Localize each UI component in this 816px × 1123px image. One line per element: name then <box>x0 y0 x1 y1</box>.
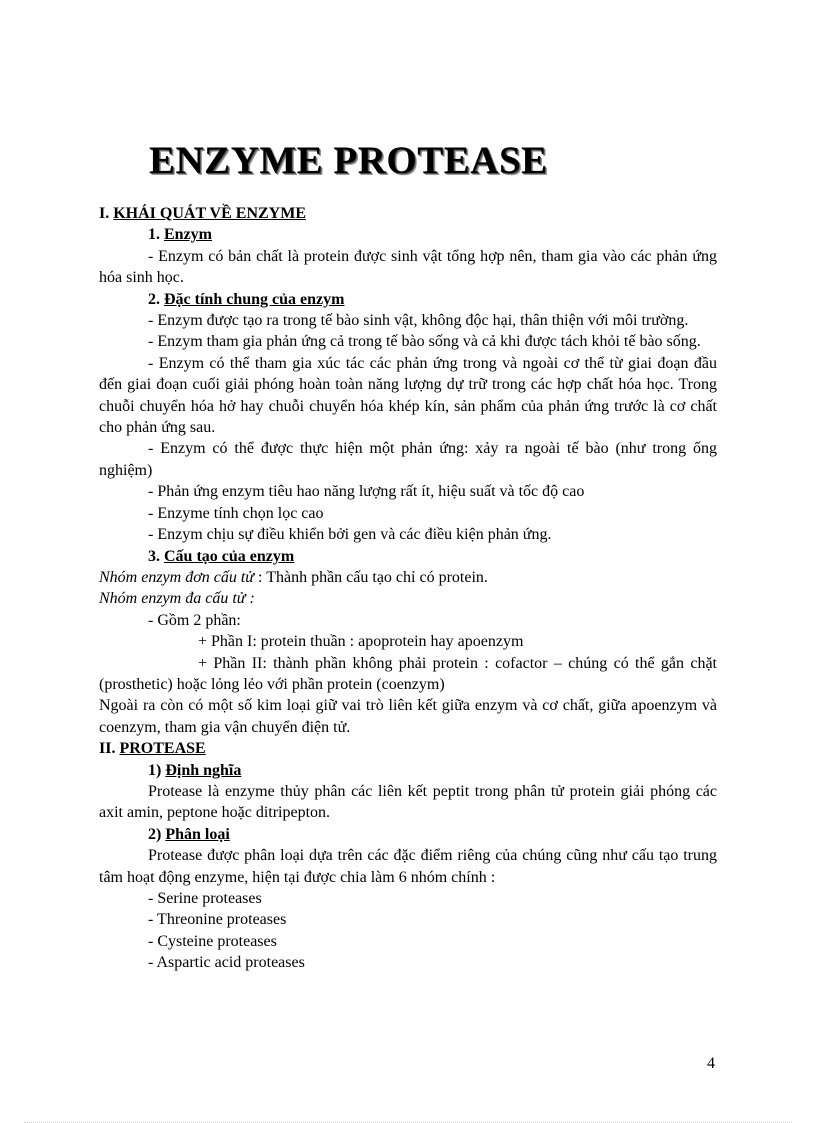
paragraph: - Phản ứng enzym tiêu hao năng lượng rất ít, hiệu suất và tốc độ cao <box>148 483 585 501</box>
subsection-heading-classification <box>99 824 717 845</box>
paragraph: Protease là enzyme thủy phân các liên kết peptit trong phân tử protein giải phóng các axit amin, peptone hoặc ditripepton. <box>99 782 717 822</box>
section-heading-overview <box>99 203 717 224</box>
paragraph: Ngoài ra còn có một số kim loại giữ vai trò liên kết giữa enzym và cơ chất, giữa apoenzym và coenzym, tham gia vận chuyển điện tử. <box>99 697 717 736</box>
section-heading-protease <box>99 738 717 759</box>
section-title: KHÁI QUÁT VỀ ENZYME <box>113 205 307 222</box>
list-item: - Serine proteases <box>148 890 262 907</box>
subsection-heading-enzym <box>99 224 717 245</box>
section-number: II. <box>99 740 120 758</box>
list-item: + Phần I: protein thuần : apoprotein hay apoenzym <box>198 633 524 651</box>
subsection-number: 1. <box>148 226 164 244</box>
list-item: - Cysteine proteases <box>148 932 277 950</box>
subsection-heading-structure <box>99 546 717 567</box>
list-item: - Gồm 2 phần: <box>148 611 241 629</box>
subsection-number: 2) <box>148 825 166 843</box>
section-number: I. <box>99 205 114 222</box>
paragraph: - Enzym có thể tham gia xúc tác các phản ứng trong và ngoài cơ thể từ giai đoạn đầu đến giai đoạn cuối giải phóng hoàn toàn năng lượng dự trữ trong các hợp chất hóa học. Trong chuỗi chuyển hóa hở hay chuỗi chuyển hóa khép kín, sản phẩm của phản ứng trước là cơ chất cho phản ứng sau. <box>99 354 717 437</box>
subsection-title: Cấu tạo của enzym <box>164 547 295 565</box>
subsection-title: Enzym <box>164 226 212 244</box>
subsection-title: Đặc tính chung của enzym <box>164 290 345 308</box>
list-item: + Phần II: thành phần không phải protein : cofactor – chúng có thể gắn chặt (prosthetic) hoặc lỏng lẻo với phần protein (coenzym) <box>99 654 717 693</box>
paragraph: - Enzyme tính chọn lọc cao <box>148 504 324 522</box>
document-body <box>99 203 717 974</box>
term-label: Nhóm enzym đơn cấu tử <box>99 568 255 586</box>
page-number: 4 <box>707 1055 715 1072</box>
subsection-number: 2. <box>148 290 164 308</box>
subsection-number: 3. <box>148 547 164 565</box>
subsection-title: Phân loại <box>165 825 230 843</box>
document-title: ENZYME PROTEASE <box>149 139 548 182</box>
paragraph: - Enzym được tạo ra trong tế bào sinh vật, không độc hại, thân thiện với môi trường. <box>148 312 689 330</box>
paragraph <box>99 567 717 588</box>
list-item: - Threonine proteases <box>148 911 287 929</box>
paragraph: Protease được phân loại dựa trên các đặc điểm riêng của chúng cũng như cấu tạo trung tâm hoạt động enzyme, hiện tại được chia làm 6 nhóm chính : <box>99 847 717 886</box>
term-definition: : Thành phần cấu tạo chỉ có protein. <box>254 568 488 586</box>
paragraph: - Enzym có bản chất là protein được sinh vật tổng hợp nên, tham gia vào các phản ứng hóa sinh học. <box>99 247 717 287</box>
subsection-heading-definition <box>99 760 717 781</box>
paragraph: - Enzym có thể được thực hiện một phản ứng: xảy ra ngoài tế bào (như trong ống nghiệm) <box>99 440 717 479</box>
subsection-heading-properties <box>99 289 717 310</box>
paragraph: - Enzym tham gia phản ứng cả trong tế bào sống và cả khi được tách khỏi tế bào sống. <box>148 333 701 351</box>
subsection-title: Định nghĩa <box>165 761 242 779</box>
term-label: Nhóm enzym đa cấu tử : <box>99 590 255 608</box>
list-item: - Aspartic acid proteases <box>148 954 305 972</box>
paragraph: - Enzym chịu sự điều khiển bởi gen và các điều kiện phản ứng. <box>148 526 552 544</box>
subsection-number: 1) <box>148 761 166 779</box>
section-title: PROTEASE <box>119 740 206 758</box>
